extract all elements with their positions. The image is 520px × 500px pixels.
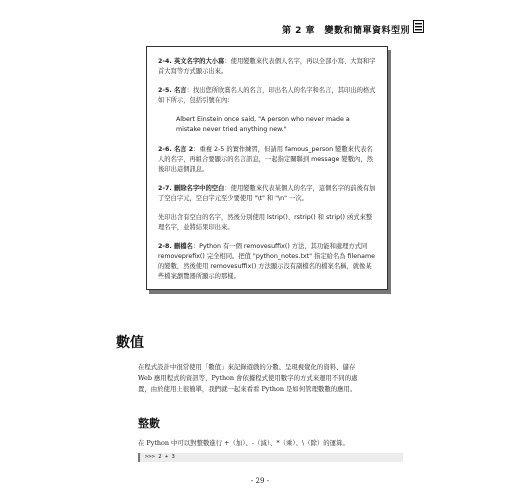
section-title: 數值 [116, 335, 144, 351]
subsection-title: 整數 [138, 417, 160, 430]
page-number: - 29 - [250, 477, 270, 485]
paragraph-line: 置，由於使用上很簡單，我們就一起來看看 Python 是如何管理數數的應用。 [138, 385, 357, 393]
paragraph-line: 在程式設計中很常使用「數值」來記錄遊戲的分數、呈現視覺化的資料、儲存 [138, 363, 356, 371]
exercise-2-7-continued: 先印出含有空白的名字，然後分別使用 lstrip()、rstrip() 和 strip() 函式來整理名字，並將結果印出來。 [158, 214, 373, 231]
exercise-text: ：找出您所欣賞名人的名言，印出名人的名字和名言，其印出的格式如下所示，包括引號在內： [158, 87, 376, 104]
exercise-2-7 [158, 184, 376, 204]
exercise-label: 2-8. 刪檔名 [158, 243, 193, 250]
subsection-text: 在 Python 中可以對整數進行 +（加）、-（減）、*（乘）、\（除）的運算。 [138, 439, 349, 447]
exercise-2-8 [158, 242, 376, 282]
exercise-label: 2-6. 名言 2 [158, 146, 194, 153]
exercise-box [146, 46, 388, 290]
exercise-2-5 [158, 86, 376, 106]
exercise-label: 2-7. 刪除名字中的空白 [158, 185, 225, 192]
exercise-label: 2-4. 英文名字的大小寫 [158, 58, 225, 65]
quote-example: Albert Einstein once said, "A person who never made a mistake never tried anything new." [176, 116, 350, 133]
exercise-text: ：使用變數來代表某個人的名字，這個名字的前後有加了空白字元，空白字元至少要使用 "\t" 和 "\n" 一次。 [158, 185, 376, 202]
chapter-book-icon [413, 20, 424, 33]
chapter-header: 第 2 章 變數和簡單資料型別 [281, 26, 410, 36]
exercise-label: 2-5. 名言 [158, 87, 187, 94]
paragraph-line: Web 應用程式的資訊等，Python 會依據程式使用數字的方式來運用不同的處 [138, 374, 358, 382]
exercise-text: ：Python 有一個 removesuffix() 方法，其功能和處理方式同 removeprefix() 完全相同。把值 "python_notes.txt" 指定給名為 filename 的變數，然後使用 removesuffix() 方法顯示沒有副檔名的檔案名稱，就像某些檔案瀏覽器所顯示的那樣。 [158, 243, 375, 280]
exercise-2-6 [158, 145, 376, 175]
exercise-2-4 [158, 57, 376, 77]
section-paragraph [138, 362, 403, 395]
exercise-text: ：重複 2-5 的實作練習，但請用 famous_person 變數來代表名人的名字，再組合要顯示的名言訊息，一起指定關聯到 message 變數內，然後印出這個訊息。 [158, 146, 373, 173]
code-block: >>> 2 + 3 [138, 453, 403, 462]
exercise-text: ：使用變數來代表個人名字，再以全部小寫、大寫和字首大寫等方式顯示出來。 [158, 58, 376, 75]
